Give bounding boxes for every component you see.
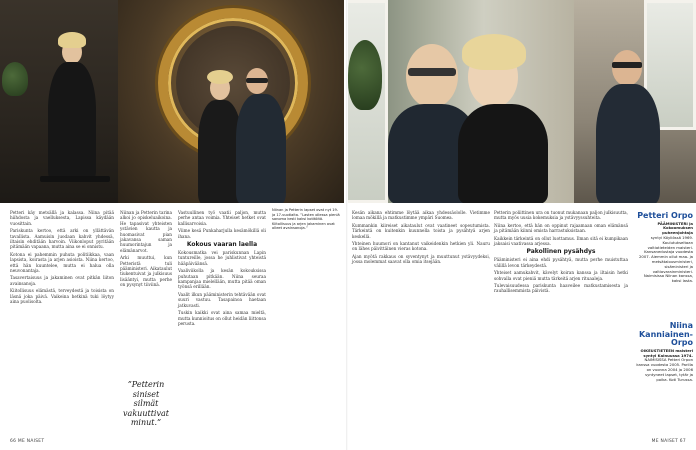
paragraph: Pääministeri ei aina ehdi pysähtyä, mutta perhe muistuttaa välillä levon tärkeydestä. xyxy=(494,257,628,268)
paragraph: Kaikkein tärkeintä on ollut luottamus. Ilman sitä ei kumpikaan jaksaisi vaativassa arjessa. xyxy=(494,235,628,247)
paragraph: Vaaliviikolla ja kesän kokouksissa puhutaan pitkään. Niina seuraa kampanjaa mielellään, mutta pitää oman työnsä erillään. xyxy=(178,268,266,290)
paragraph: Petterin poliittinen ura on tuonut mukanaan paljon julkisuutta, mutta myös uusia kokemuksia ja ystävyyssuhteita. xyxy=(494,210,628,221)
paragraph: Kokousmatka vei pariskunnan Lapin tuntureille, jossa he juhlistivat yhteistä hääpäiväänsä. xyxy=(178,250,266,266)
left-column-3 xyxy=(178,210,266,328)
paragraph: Kesän aikana ehtimme löytää aikaa yhdessäololle. Vietimme lomaa mökillä ja matkustimme ympäri Suomea. xyxy=(352,210,490,221)
man-suit xyxy=(596,84,660,203)
paragraph: Yhteinen huumori on kantanut vaikeidenkin hetkien yli. Nauru on lähes päivittäinen vieras kotona. xyxy=(352,241,490,252)
left-column-1 xyxy=(10,210,114,307)
woman-hair xyxy=(207,70,233,84)
paragraph: Kiitollisuus elämästä, terveydestä ja toisista on läsnä joka päivä. Vaikeina hetkinä tuki löytyy aina puolisolta. xyxy=(10,288,114,305)
paragraph: Tulevaisuudessa pariskunta haaveilee matkustamisesta ja rauhallisemmista päivistä. xyxy=(494,283,628,294)
man-suit xyxy=(236,94,286,203)
profile-name: Niina Kanniainen-Orpo xyxy=(638,321,693,348)
paragraph: Niinan ja Petterin tarina alkoi jo opiskeluaikoina. He tapasivat yhteisten ystävien kautta ja huomasivat pian jakavansa saman huumorintajun ja elämänarvot. xyxy=(120,210,172,253)
paragraph: Kotona ei pahemmin puhuta politiikkaa, vaan lapsista, koirasta ja arjen asioista. Niina kertoo, että hän kuuntelee, mutta ei halua olla neuvonantaja. xyxy=(10,251,114,274)
pull-quote: ”Petterin siniset silmät vakuuttivat minut.” xyxy=(123,380,169,427)
profile-bio: NAIMISISSA Petteri Orpon kanssa vuodesta 2005. Parilla on vuonna 2004 ja 2006 syntyneet lapset, tytär ja poika. Koti Turussa. xyxy=(636,357,693,382)
woman-outfit xyxy=(48,62,96,182)
right-column-2 xyxy=(494,210,628,296)
woman-outfit xyxy=(458,104,548,203)
profile-bio: syntyi Köyliössä 1969. Koulutukseltaan valtiotieteiden maisteri. Kansanedustaja vuodesta 2007. Aiemmin ollut maa- ja metsätalousministeri, sisäministeri ja valtiovarainministeri. Naimisissa Niinan kanssa, kaksi lasta. xyxy=(639,234,693,284)
photo-couple-closeup xyxy=(348,0,574,203)
paragraph: Yhteiset aamukahvit, kävelyt koiran kanssa ja iltaisin hetki sohvalla ovat pieniä mutta tärkeitä arjen rituaaleja. xyxy=(494,270,628,281)
left-column-2-top xyxy=(120,210,172,290)
paragraph: Vastuullinen työ vaatii paljon, mutta perhe antaa voimia. Yhteiset hetket ovat kallisarvoisia. xyxy=(178,210,266,226)
man-glasses xyxy=(246,78,268,83)
profile-box-niina xyxy=(635,322,693,382)
woman-hair xyxy=(58,32,86,48)
paragraph: Vaalit ilkun pääministerin tehtävään ovat suuri vastuu. Tasapainoa haetaan jatkuvasti. xyxy=(178,291,266,308)
paragraph: Petteri käy metsällä ja kalassa. Niina pitää hiihdosta ja vaelluksesta, Lapissa käydään vuosittain. xyxy=(10,210,114,226)
profile-role: PÄÄMINISTERI ja Kokoomuksen puheenjohtaja xyxy=(657,220,693,236)
plant-decoration xyxy=(348,40,382,110)
paragraph: Tasavertaisuus ja jakaminen ovat pitkän liiton avainsanoja. xyxy=(10,275,114,286)
man-head xyxy=(612,50,642,86)
paragraph: Niina kertoo, että hän on oppinut rajaamaan oman elämänsä ja pitämään kiinni omista harrastuksistaan. xyxy=(494,222,628,234)
profile-role: OIKEUSTIETEEN maisteri syntyi Kainuussa 1974. xyxy=(640,347,693,358)
photo-man-portrait xyxy=(574,0,696,203)
paragraph: Viime kesä Punkaharjulla kesämökillä oli ihana. xyxy=(178,228,266,239)
paragraph: Tuskin kaikki ovat aina samaa mieltä, mutta kunnioitus on ollut heidän liittonsa perusta. xyxy=(178,310,266,326)
profile-name: Petteri Orpo xyxy=(637,211,693,220)
man-glasses xyxy=(408,68,456,76)
profile-box-petteri xyxy=(635,212,693,284)
right-column-1 xyxy=(352,210,490,267)
paragraph: Arki muuttui, kun Petteristä tuli pääministeri. Aikataulut tiukentuivat ja julkisuus lisääntyi, mutta perhe on pysynyt tiiviinä. xyxy=(120,255,172,288)
page-footer-right: ME NAISET 67 xyxy=(651,439,686,444)
plant-decoration xyxy=(2,62,28,96)
woman-shoes xyxy=(40,176,110,182)
photo-caption: Niinan ja Petterin lapset ovat nyt 19- ja 17-vuotiaita. ”Lasten ollessa pieniä sanoma kesti kaksi kotitöitä. Kiitollisuus ja arjen jakaminen ovat olleet avainsanoja.” xyxy=(272,208,340,231)
subheading: Pakollinen pysähdys xyxy=(526,248,596,256)
photo-woman-portrait xyxy=(0,0,118,203)
paragraph: Kummankin kiireiset aikataulut ovat vaatineet sopeutumista. Tärkeintä on kuitenkin kuunnella toista ja pysähtyä arjen keskellä. xyxy=(352,222,490,239)
paragraph: Ajan myötä rakkaus on syventynyt ja muuttunut ystävyydeksi, jossa molemmat saavat olla omia itsejään. xyxy=(352,253,490,265)
man-head xyxy=(406,44,458,108)
subheading: Kokous vaaran laella xyxy=(186,241,258,249)
page-footer-left: 66 ME NAISET xyxy=(10,439,45,444)
photo-couple-mirror xyxy=(118,0,344,203)
paragraph: Pariskunta kertoo, että arki on yllättävän tavallista. Aamuisin juodaan kahvit yhdessä, iltaisin ehditään harvoin. Viikonloput pyritään pitämään vapaana, mutta aina se ei onnistu. xyxy=(10,228,114,250)
woman-hair xyxy=(462,34,526,70)
man-glasses xyxy=(612,62,642,68)
